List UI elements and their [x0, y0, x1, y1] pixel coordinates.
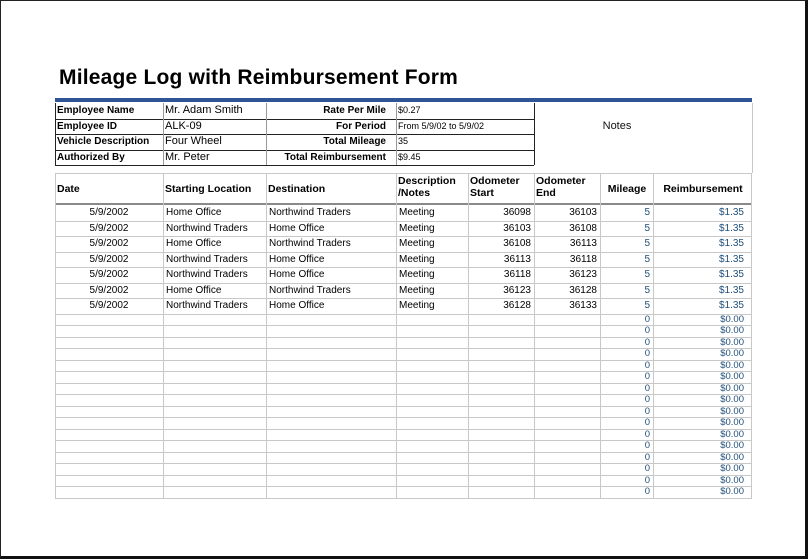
table-cell-destination[interactable]	[266, 475, 396, 487]
table-cell-date[interactable]	[55, 360, 163, 372]
table-cell-reimbursement[interactable]: $0.00	[720, 382, 744, 394]
table-cell-starting-location[interactable]	[163, 429, 266, 441]
table-cell-destination[interactable]	[266, 383, 396, 395]
table-cell-starting-location[interactable]	[163, 360, 266, 372]
info-label: Rate Per Mile	[323, 105, 386, 116]
table-cell-destination[interactable]: Home Office	[269, 222, 325, 234]
table-cell-mileage[interactable]: 0	[644, 348, 650, 359]
table-cell-starting-location[interactable]	[163, 371, 266, 383]
table-cell-date[interactable]	[55, 452, 163, 464]
table-cell-date[interactable]	[55, 486, 163, 498]
table-cell-odometer-start[interactable]: 36118	[503, 269, 531, 280]
table-cell-reimbursement[interactable]: $0.00	[720, 371, 744, 382]
info-row-divider	[55, 165, 534, 166]
table-cell-odometer-end[interactable]	[534, 394, 600, 406]
table-cell-odometer-start[interactable]: 36123	[503, 284, 531, 296]
table-cell-odometer-start[interactable]	[468, 452, 534, 464]
table-cell-date[interactable]: 5/9/2002	[89, 300, 129, 311]
table-cell-mileage[interactable]: 0	[644, 336, 650, 348]
column-header-date: Date	[57, 183, 80, 195]
table-cell-description-notes[interactable]: Meeting	[399, 207, 435, 218]
row-divider	[55, 498, 752, 499]
table-cell-date[interactable]	[55, 394, 163, 406]
table-cell-description-notes[interactable]	[396, 417, 468, 429]
table-cell-reimbursement[interactable]: $0.00	[720, 313, 744, 325]
table-cell-starting-location[interactable]	[163, 325, 266, 337]
info-value-input[interactable]: Mr. Adam Smith	[165, 104, 243, 116]
info-value-input[interactable]: ALK-09	[165, 119, 202, 132]
table-cell-starting-location[interactable]	[163, 314, 266, 326]
table-cell-date[interactable]	[55, 383, 163, 395]
table-cell-reimbursement[interactable]: $1.35	[718, 284, 744, 296]
table-cell-date[interactable]	[55, 475, 163, 487]
table-cell-starting-location[interactable]: Northwind Traders	[166, 300, 248, 311]
table-cell-mileage[interactable]: 0	[644, 405, 650, 417]
table-cell-odometer-end[interactable]: 36103	[569, 207, 597, 218]
table-cell-odometer-end[interactable]	[534, 463, 600, 475]
column-divider	[396, 173, 397, 498]
table-cell-destination[interactable]: Northwind Traders	[269, 284, 351, 296]
table-cell-mileage[interactable]: 5	[644, 222, 650, 234]
table-cell-odometer-end[interactable]	[534, 429, 600, 441]
table-cell-destination[interactable]	[266, 452, 396, 464]
table-cell-reimbursement[interactable]: $0.00	[720, 474, 744, 486]
table-cell-odometer-end[interactable]	[534, 325, 600, 337]
table-cell-mileage[interactable]: 0	[644, 359, 650, 371]
table-cell-starting-location[interactable]	[163, 452, 266, 464]
table-cell-reimbursement[interactable]: $1.35	[718, 207, 744, 218]
table-cell-starting-location[interactable]: Home Office	[166, 238, 222, 249]
table-cell-reimbursement[interactable]: $0.00	[720, 428, 744, 440]
table-cell-destination[interactable]	[266, 486, 396, 498]
info-label: Total Mileage	[323, 136, 386, 147]
table-cell-destination[interactable]	[266, 417, 396, 429]
table-cell-destination[interactable]	[266, 371, 396, 383]
table-cell-destination[interactable]: Northwind Traders	[269, 207, 351, 218]
table-cell-mileage[interactable]: 0	[644, 428, 650, 440]
table-cell-mileage[interactable]: 5	[644, 269, 650, 280]
table-cell-mileage[interactable]: 5	[644, 207, 650, 218]
table-cell-odometer-end[interactable]	[534, 406, 600, 418]
table-cell-starting-location[interactable]: Northwind Traders	[166, 253, 248, 265]
table-cell-odometer-start[interactable]	[468, 417, 534, 429]
table-cell-starting-location[interactable]	[163, 337, 266, 349]
table-cell-mileage[interactable]: 0	[644, 371, 650, 382]
column-header-odometer-end: Odometer End	[536, 175, 586, 199]
table-cell-mileage[interactable]: 0	[644, 486, 650, 497]
table-cell-odometer-start[interactable]	[468, 394, 534, 406]
table-cell-mileage[interactable]: 0	[644, 325, 650, 336]
column-divider	[468, 173, 469, 498]
table-cell-odometer-end[interactable]	[534, 360, 600, 372]
column-divider	[266, 173, 267, 498]
table-cell-starting-location[interactable]	[163, 486, 266, 498]
table-cell-starting-location[interactable]	[163, 475, 266, 487]
table-cell-date[interactable]: 5/9/2002	[89, 269, 129, 280]
table-cell-odometer-start[interactable]	[468, 475, 534, 487]
table-cell-description-notes[interactable]: Meeting	[399, 300, 435, 311]
table-cell-description-notes[interactable]: Meeting	[399, 284, 435, 296]
table-cell-description-notes[interactable]	[396, 406, 468, 418]
table-cell-odometer-end[interactable]	[534, 337, 600, 349]
table-cell-date[interactable]: 5/9/2002	[89, 238, 129, 249]
table-cell-date[interactable]	[55, 314, 163, 326]
table-cell-starting-location[interactable]: Northwind Traders	[166, 222, 248, 234]
table-cell-destination[interactable]	[266, 463, 396, 475]
table-cell-reimbursement[interactable]: $0.00	[720, 405, 744, 417]
table-cell-description-notes[interactable]	[396, 337, 468, 349]
table-cell-date[interactable]	[55, 325, 163, 337]
table-cell-mileage[interactable]: 5	[644, 253, 650, 265]
table-cell-starting-location[interactable]	[163, 440, 266, 452]
table-cell-destination[interactable]: Northwind Traders	[269, 238, 351, 249]
table-cell-odometer-start[interactable]	[468, 463, 534, 475]
info-value-input[interactable]: From 5/9/02 to 5/9/02	[398, 120, 485, 131]
table-cell-destination[interactable]	[266, 325, 396, 337]
table-cell-date[interactable]	[55, 337, 163, 349]
table-cell-odometer-start[interactable]	[468, 486, 534, 498]
table-cell-odometer-start[interactable]: 36098	[503, 207, 531, 218]
table-cell-mileage[interactable]: 0	[644, 440, 650, 451]
table-cell-destination[interactable]	[266, 337, 396, 349]
table-cell-reimbursement[interactable]: $0.00	[720, 440, 744, 451]
table-cell-mileage[interactable]: 5	[644, 284, 650, 296]
table-cell-description-notes[interactable]: Meeting	[399, 253, 435, 265]
column-divider	[55, 173, 56, 498]
table-cell-description-notes[interactable]	[396, 314, 468, 326]
table-cell-description-notes[interactable]	[396, 440, 468, 452]
table-cell-description-notes[interactable]	[396, 360, 468, 372]
table-cell-date[interactable]	[55, 371, 163, 383]
table-cell-description-notes[interactable]	[396, 452, 468, 464]
table-cell-date[interactable]: 5/9/2002	[89, 222, 129, 234]
table-cell-reimbursement[interactable]: $1.35	[718, 253, 744, 265]
info-border	[55, 103, 56, 165]
info-value-input[interactable]: $9.45	[398, 151, 421, 162]
table-cell-reimbursement[interactable]: $0.00	[720, 486, 744, 497]
table-cell-reimbursement[interactable]: $0.00	[720, 463, 744, 474]
info-col-divider	[396, 103, 397, 165]
column-header-reimbursement: Reimbursement	[663, 183, 743, 195]
table-cell-odometer-end[interactable]: 36108	[569, 222, 597, 234]
table-cell-starting-location[interactable]	[163, 463, 266, 475]
form-title: Mileage Log with Reimbursement Form	[59, 66, 459, 89]
table-cell-description-notes[interactable]	[396, 429, 468, 441]
table-cell-odometer-end[interactable]	[534, 440, 600, 452]
header-top-line	[55, 173, 752, 174]
table-cell-starting-location[interactable]: Home Office	[166, 207, 222, 218]
table-cell-reimbursement[interactable]: $0.00	[720, 348, 744, 359]
column-header-starting-location: Starting Location	[165, 183, 252, 195]
table-cell-destination[interactable]: Home Office	[269, 269, 325, 280]
table-cell-date[interactable]: 5/9/2002	[89, 284, 129, 296]
table-cell-reimbursement[interactable]: $0.00	[720, 325, 744, 336]
table-cell-starting-location[interactable]: Northwind Traders	[166, 269, 248, 280]
table-cell-mileage[interactable]: 0	[644, 463, 650, 474]
column-header-destination: Destination	[268, 183, 326, 195]
table-cell-starting-location[interactable]	[163, 348, 266, 360]
table-cell-description-notes[interactable]	[396, 371, 468, 383]
table-cell-destination[interactable]	[266, 348, 396, 360]
info-label: For Period	[335, 120, 386, 132]
table-cell-reimbursement[interactable]: $1.35	[718, 222, 744, 234]
table-cell-date[interactable]	[55, 406, 163, 418]
column-header-odometer-start: Odometer Start	[470, 175, 520, 199]
table-cell-date[interactable]	[55, 348, 163, 360]
table-cell-odometer-start[interactable]: 36128	[503, 300, 531, 311]
info-value-input[interactable]: 35	[398, 136, 409, 146]
table-cell-date[interactable]	[55, 417, 163, 429]
column-divider	[751, 173, 752, 498]
info-col-divider	[163, 103, 164, 165]
table-cell-odometer-start[interactable]	[468, 325, 534, 337]
table-cell-odometer-end[interactable]: 36113	[569, 238, 597, 249]
table-cell-odometer-start[interactable]	[468, 337, 534, 349]
table-cell-destination[interactable]: Home Office	[269, 300, 325, 311]
table-cell-odometer-end[interactable]	[534, 452, 600, 464]
table-cell-starting-location[interactable]: Home Office	[166, 284, 222, 296]
column-header-mileage: Mileage	[607, 183, 647, 195]
table-cell-mileage[interactable]: 5	[644, 300, 650, 311]
table-cell-description-notes[interactable]	[396, 463, 468, 475]
table-cell-odometer-start[interactable]	[468, 440, 534, 452]
table-cell-date[interactable]: 5/9/2002	[89, 253, 129, 265]
table-cell-odometer-start[interactable]: 36103	[503, 222, 531, 234]
table-cell-odometer-end[interactable]: 36123	[569, 269, 597, 280]
table-cell-date[interactable]	[55, 463, 163, 475]
table-cell-odometer-end[interactable]: 36133	[569, 300, 597, 311]
table-cell-odometer-start[interactable]	[468, 371, 534, 383]
table-cell-destination[interactable]: Home Office	[269, 253, 325, 265]
table-cell-description-notes[interactable]: Meeting	[399, 222, 435, 234]
header-accent-bar	[55, 98, 752, 102]
table-cell-odometer-end[interactable]	[534, 486, 600, 498]
table-cell-mileage[interactable]: 0	[644, 417, 650, 428]
info-label: Employee ID	[57, 120, 118, 132]
table-cell-reimbursement[interactable]: $1.35	[718, 300, 744, 311]
table-cell-description-notes[interactable]: Meeting	[399, 269, 435, 280]
table-cell-description-notes[interactable]: Meeting	[399, 238, 435, 249]
table-cell-reimbursement[interactable]: $0.00	[720, 336, 744, 348]
table-cell-odometer-start[interactable]	[468, 383, 534, 395]
table-cell-description-notes[interactable]	[396, 394, 468, 406]
table-cell-odometer-end[interactable]	[534, 417, 600, 429]
table-cell-reimbursement[interactable]: $0.00	[720, 417, 744, 428]
table-cell-date[interactable]	[55, 429, 163, 441]
table-cell-description-notes[interactable]	[396, 348, 468, 360]
table-cell-destination[interactable]	[266, 406, 396, 418]
table-cell-mileage[interactable]: 0	[644, 313, 650, 325]
table-cell-odometer-start[interactable]	[468, 348, 534, 360]
table-cell-odometer-start[interactable]: 36113	[503, 253, 531, 265]
table-cell-odometer-start[interactable]	[468, 406, 534, 418]
column-divider	[600, 173, 601, 498]
table-cell-description-notes[interactable]	[396, 325, 468, 337]
table-cell-reimbursement[interactable]: $0.00	[720, 451, 744, 463]
table-cell-mileage[interactable]: 0	[644, 382, 650, 394]
table-cell-odometer-end[interactable]	[534, 314, 600, 326]
table-cell-mileage[interactable]: 5	[644, 238, 650, 249]
table-cell-description-notes[interactable]	[396, 475, 468, 487]
info-label: Employee Name	[57, 105, 135, 116]
table-cell-starting-location[interactable]	[163, 417, 266, 429]
info-label: Authorized By	[57, 151, 125, 163]
table-cell-odometer-end[interactable]	[534, 371, 600, 383]
table-cell-destination[interactable]	[266, 394, 396, 406]
info-value-input[interactable]: Four Wheel	[165, 135, 222, 147]
table-cell-date[interactable]: 5/9/2002	[89, 207, 129, 218]
table-cell-destination[interactable]	[266, 429, 396, 441]
table-cell-starting-location[interactable]	[163, 406, 266, 418]
table-cell-starting-location[interactable]	[163, 394, 266, 406]
info-label: Vehicle Description	[57, 136, 150, 147]
table-cell-odometer-end[interactable]: 36118	[569, 253, 597, 265]
table-cell-odometer-end[interactable]	[534, 475, 600, 487]
column-divider	[653, 173, 654, 498]
table-cell-odometer-start[interactable]	[468, 429, 534, 441]
table-cell-odometer-start[interactable]: 36108	[503, 238, 531, 249]
table-cell-mileage[interactable]: 0	[644, 451, 650, 463]
table-cell-odometer-end[interactable]	[534, 383, 600, 395]
table-cell-date[interactable]	[55, 440, 163, 452]
table-cell-description-notes[interactable]	[396, 383, 468, 395]
column-header-description-notes: Description /Notes	[398, 175, 456, 199]
table-cell-destination[interactable]	[266, 440, 396, 452]
table-cell-mileage[interactable]: 0	[644, 394, 650, 405]
table-cell-odometer-end[interactable]	[534, 348, 600, 360]
notes-label: Notes	[602, 120, 632, 132]
info-col-divider	[266, 103, 267, 165]
table-cell-reimbursement[interactable]: $0.00	[720, 394, 744, 405]
column-divider	[163, 173, 164, 498]
info-value-input[interactable]: $0.27	[398, 105, 421, 115]
info-label: Total Reimbursement	[284, 151, 386, 163]
table-cell-reimbursement[interactable]: $0.00	[720, 359, 744, 371]
table-cell-destination[interactable]	[266, 360, 396, 372]
table-cell-mileage[interactable]: 0	[644, 474, 650, 486]
table-cell-reimbursement[interactable]: $1.35	[718, 238, 744, 249]
notes-border	[752, 103, 753, 173]
info-value-input[interactable]: Mr. Peter	[165, 150, 210, 163]
table-cell-odometer-start[interactable]	[468, 314, 534, 326]
table-cell-odometer-start[interactable]	[468, 360, 534, 372]
table-cell-description-notes[interactable]	[396, 486, 468, 498]
column-divider	[534, 173, 535, 498]
table-cell-destination[interactable]	[266, 314, 396, 326]
table-cell-reimbursement[interactable]: $1.35	[718, 269, 744, 280]
table-cell-starting-location[interactable]	[163, 383, 266, 395]
table-cell-odometer-end[interactable]: 36128	[569, 284, 597, 296]
